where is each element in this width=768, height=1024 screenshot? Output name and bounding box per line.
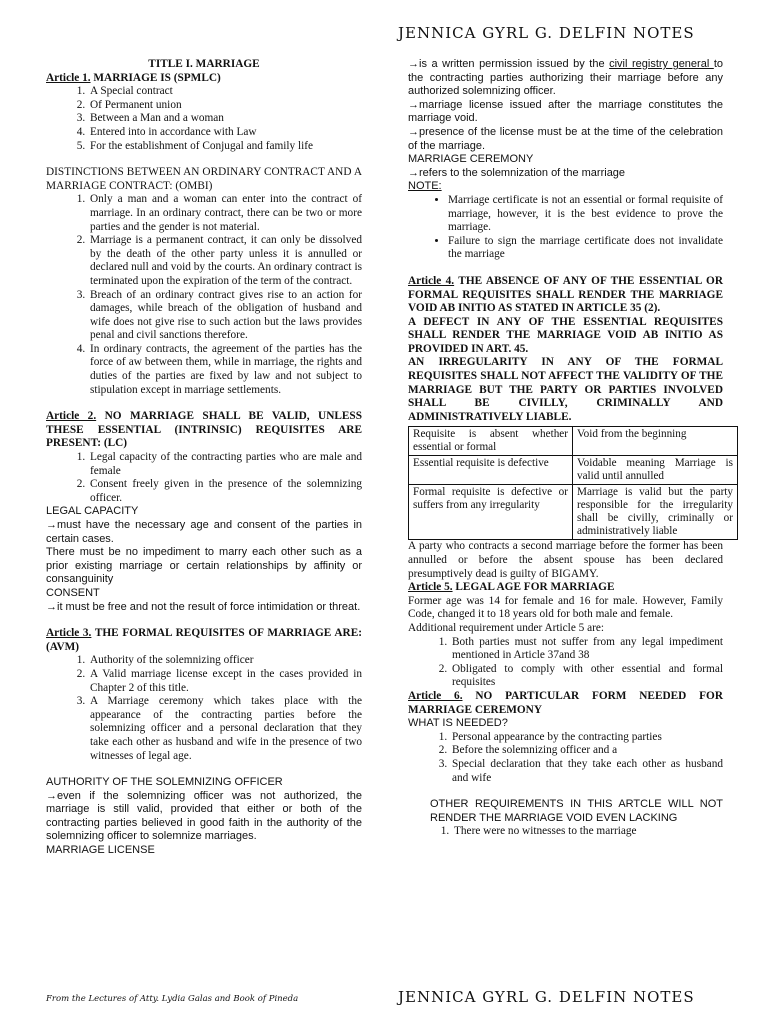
distinctions-list <box>46 193 362 397</box>
list-item: 3. Between a Man and a woman <box>88 112 362 126</box>
list-item: 2. Marriage is a permanent contract, it can only be dissolved by the death of the other party unless it is annulled or declared null and void by the courts. An ordinary contract is terminated upon the expiration of the term of the contract. <box>88 234 362 288</box>
authority-heading: AUTHORITY OF THE SOLEMNIZING OFFICER <box>46 776 283 789</box>
article-6-list <box>408 731 723 785</box>
list-item: 1. Only a man and a woman can enter into the contract of marriage. In an ordinary contract, there can be two or more parties and the gender is not material. <box>88 193 362 234</box>
list-item: 1. A Special contract <box>88 85 362 99</box>
list-item: 3. Special declaration that they take each other as husband and wife <box>450 758 723 785</box>
list-item: 2. Obligated to comply with other essential and formal requisites <box>450 663 723 690</box>
authority-text: →even if the solemnizing officer was not authorized, the marriage is still valid, provided that either or both of the contracting parties believed in good faith in the authority of the solemnizing officer to solemnize marriages. <box>46 789 362 843</box>
table-cell: Void from the beginning <box>573 427 738 456</box>
license-paragraph-3: →presence of the license must be at the time of the celebration of the marriage. <box>408 125 723 152</box>
left-column <box>46 58 362 858</box>
legal-capacity-heading: LEGAL CAPACITY <box>46 505 139 518</box>
right-column <box>408 58 733 839</box>
table-cell: Voidable meaning Marriage is valid until annulled <box>573 456 738 485</box>
article-2-list <box>46 451 362 505</box>
list-item: 1. There were no witnesses to the marriage <box>452 825 723 839</box>
list-item: 1. Authority of the solemnizing officer <box>88 654 362 668</box>
distinctions-heading: DISTINCTIONS BETWEEN AN ORDINARY CONTRACT AND A MARRIAGE CONTRACT: (OMBI) <box>46 166 362 192</box>
what-needed-heading: WHAT IS NEEDED? <box>408 717 508 730</box>
article-4-heading: Article 4. THE ABSENCE OF ANY OF THE ESSENTIAL OR FORMAL REQUISITES SHALL RENDER THE MARRIAGE VOID AB INITIO AS STATED IN ARTICLE 35 (2). <box>408 274 723 315</box>
article-3-list <box>46 654 362 763</box>
license-paragraph-2: →marriage license issued after the marriage constitutes the marriage void. <box>408 98 723 125</box>
table-row <box>409 427 738 456</box>
article-5-list <box>408 636 723 690</box>
list-item: 2. A Valid marriage license except in the cases provided in Chapter 2 of this title. <box>88 668 362 695</box>
other-requirements-list <box>430 825 723 839</box>
list-item: 1. Legal capacity of the contracting parties who are male and female <box>88 451 362 478</box>
article-2-heading: Article 2. NO MARRIAGE SHALL BE VALID, UNLESS THESE ESSENTIAL (INTRINSIC) REQUISITES ARE PRESENT: (LC) <box>46 410 362 450</box>
other-requirements-text: OTHER REQUIREMENTS IN THIS ARTCLE WILL NOT RENDER THE MARRIAGE VOID EVEN LACKING <box>430 798 723 824</box>
license-heading: MARRIAGE LICENSE <box>46 844 155 857</box>
note-label: NOTE: <box>408 180 442 193</box>
legal-capacity-text: →must have the necessary age and consent of the parties in certain cases. <box>46 519 362 545</box>
article-3-heading: Article 3. THE FORMAL REQUISITES OF MARRIAGE ARE: (AVM) <box>46 627 362 653</box>
ceremony-heading: MARRIAGE CEREMONY <box>408 153 534 166</box>
list-item: 1. Personal appearance by the contracting parties <box>450 731 723 745</box>
list-item: 4. In ordinary contracts, the agreement of the parties has the force of aw between them, while in marriage, the rights and duties of the parties are fixed by law and not subject to stipulation except in marriage settlements. <box>88 343 362 397</box>
table-row <box>409 485 738 540</box>
table-cell: Marriage is valid but the party responsible for the irregularity shall be civilly, criminally or administratively liable <box>573 485 738 540</box>
civil-registry-link: civil registry general <box>609 58 714 70</box>
page-footer-title: JENNICA GYRL G. DELFIN NOTES <box>398 988 695 1006</box>
page-header: JENNICA GYRL G. DELFIN NOTES <box>398 24 695 42</box>
license-paragraph-1: →is a written permission issued by the civil registry general to the contracting parties authorizing their marriage before any authorized solemnizing officer. <box>408 58 723 98</box>
article-5-paragraph-2: Additional requirement under Article 5 are: <box>408 622 605 634</box>
impediment-text: There must be no impediment to marry each other such as a prior existing marriage or certain relationships by affinity or consanguinity <box>46 546 362 586</box>
article-6-heading: Article 6. NO PARTICULAR FORM NEEDED FOR MARRIAGE CEREMONY <box>408 689 723 716</box>
list-item: 2. Consent freely given in the presence of the solemnizing officer. <box>88 478 362 505</box>
article-5-heading: Article 5. LEGAL AGE FOR MARRIAGE <box>408 581 615 594</box>
list-item: 2. Of Permanent union <box>88 99 362 113</box>
table-cell: Formal requisite is defective or suffers from any irregularity <box>409 485 573 540</box>
article-4-defect: A DEFECT IN ANY OF THE ESSENTIAL REQUISITES SHALL RENDER THE MARRIAGE VOID AB INITIO AS PROVIDED IN ART. 45. <box>408 315 723 355</box>
table-cell: Essential requisite is defective <box>409 456 573 485</box>
table-row <box>409 456 738 485</box>
article-1-heading: Article 1. MARRIAGE IS (SPMLC) <box>46 71 221 84</box>
bigamy-text: A party who contracts a second marriage before the former has been annulled or before the absent spouse has been declared presumptively dead is guilty of BIGAMY. <box>408 540 723 580</box>
article-5-paragraph-1: Former age was 14 for female and 16 for male. However, Family Code, changed it to 18 years old for both male and female. <box>408 594 723 621</box>
consent-text: →it must be free and not the result of force intimidation or threat. <box>46 600 361 613</box>
list-item: • Marriage certificate is not an essential or formal requisite of marriage, however, it is the best evidence to prove the marriage. <box>448 194 723 235</box>
consent-heading: CONSENT <box>46 586 100 599</box>
list-item: 3. Breach of an ordinary contract gives rise to an action for damages, while breach of the obligation of husband and wife does not give rise to such action but the laws provides penal and civil sanctions therefore. <box>88 289 362 343</box>
list-item: 1. Both parties must not suffer from any legal impediment mentioned in Article 37and 38 <box>450 636 723 663</box>
other-requirements-block <box>408 798 723 839</box>
page-title: TITLE I. MARRIAGE <box>148 58 260 70</box>
table-cell: Requisite is absent whether essential or formal <box>409 427 573 456</box>
article-1-list <box>46 85 362 153</box>
ceremony-text: →refers to the solemnization of the marriage <box>408 166 626 179</box>
article-4-irregularity: AN IRREGULARITY IN ANY OF THE FORMAL REQUISITES SHALL NOT AFFECT THE VALIDITY OF THE MARRIAGE BUT THE PARTY OR PARTIES INVOLVED SHALL BE CIVILLY, CRIMINALLY AND ADMINISTRATIVELY LIABLE. <box>408 356 723 423</box>
list-item: 3. A Marriage ceremony which takes place with the appearance of the contracting parties before the solemnizing officer and a personal declaration that they take each other as husband and wife in the presence of two witnesses of legal age. <box>88 695 362 763</box>
note-list <box>408 194 723 262</box>
requisites-table <box>408 426 738 540</box>
list-item: 2. Before the solemnizing officer and a <box>450 744 723 758</box>
list-item: • Failure to sign the marriage certificate does not invalidate the marriage <box>448 235 723 262</box>
list-item: 4. Entered into in accordance with Law <box>88 126 362 140</box>
list-item: 5. For the establishment of Conjugal and family life <box>88 140 362 154</box>
source-footer: From the Lectures of Atty. Lydia Galas and Book of Pineda <box>46 994 299 1004</box>
